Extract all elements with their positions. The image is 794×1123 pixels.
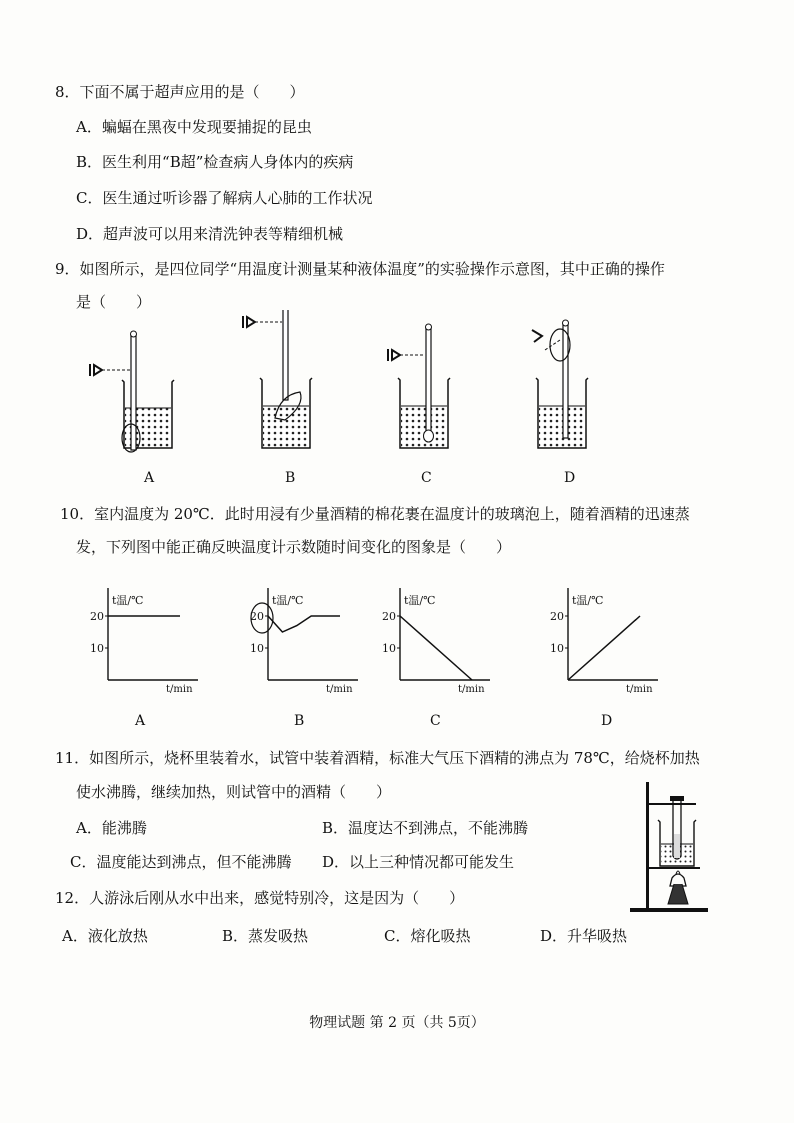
q9-figure-b — [243, 310, 312, 448]
q11-stem-line2: 使水沸腾，继续加热，则试管中的酒精（ ） — [76, 783, 392, 801]
graph-d-tick-10: 10 — [550, 642, 564, 655]
graph-c-xlabel: t/min — [458, 684, 485, 695]
q8-stem: 8．下面不属于超声应用的是（ ） — [55, 83, 305, 101]
graph-d-ylabel: t温/℃ — [572, 594, 604, 607]
graph-b-ylabel: t温/℃ — [272, 594, 304, 607]
q10-label-b: B — [294, 713, 305, 729]
q8-option-a: A．蝙蝠在黑夜中发现要捕捉的昆虫 — [76, 118, 312, 136]
q9-figure-d — [532, 320, 588, 448]
graph-c-tick-20: 20 — [382, 610, 396, 623]
q10-label-c: C — [430, 713, 441, 729]
graph-b-xlabel: t/min — [326, 684, 353, 695]
q11-apparatus — [628, 774, 712, 914]
q11-stem-line1: 11．如图所示，烧杯里装着水，试管中装着酒精，标准大气压下酒精的沸点为 78℃，给烧杯加热 — [55, 749, 700, 767]
q8-option-d: D．超声波可以用来清洗钟表等精细机械 — [76, 225, 344, 243]
graph-a-xlabel: t/min — [166, 684, 193, 695]
q10-stem-line2: 发，下列图中能正确反映温度计示数随时间变化的图象是（ ） — [76, 538, 512, 556]
q12-option-c: C．熔化吸热 — [384, 927, 471, 945]
page-footer: 物理试题 第 2 页（共 5页） — [309, 1015, 485, 1031]
graph-b-line — [268, 616, 340, 632]
q11-option-b: B．温度达不到沸点，不能沸腾 — [322, 819, 529, 837]
q12-option-d: D．升华吸热 — [540, 927, 628, 945]
graph-b-tick-10: 10 — [250, 642, 264, 655]
graph-a-ylabel: t温/℃ — [112, 594, 144, 607]
graph-a-tick-10: 10 — [90, 642, 104, 655]
q12-option-a: A．液化放热 — [62, 927, 148, 945]
q10-label-a: A — [135, 713, 146, 729]
q12-option-b: B．蒸发吸热 — [222, 927, 309, 945]
q9-figure-c — [388, 324, 450, 448]
q8-option-b: B．医生利用“B超”检查病人身体内的疾病 — [76, 153, 354, 171]
q9-label-d: D — [564, 470, 576, 486]
q10-label-d: D — [601, 713, 613, 729]
q11-option-c: C．温度能达到沸点，但不能沸腾 — [70, 853, 292, 871]
graph-d-tick-20: 20 — [550, 610, 564, 623]
q9-label-a: A — [144, 470, 155, 486]
q9-figure-a — [90, 331, 174, 452]
q8-option-c: C．医生通过听诊器了解病人心肺的工作状况 — [76, 189, 373, 207]
q11-option-d: D．以上三种情况都可能发生 — [322, 853, 515, 871]
graph-a-tick-20: 20 — [90, 610, 104, 623]
q9-label-b: B — [285, 470, 296, 486]
graph-c-line — [400, 616, 472, 680]
graph-b-tick-20: 20 — [250, 610, 264, 623]
q11-option-a: A．能沸腾 — [76, 819, 147, 837]
graph-c-ylabel: t温/℃ — [404, 594, 436, 607]
q10-stem-line1: 10．室内温度为 20℃．此时用浸有少量酒精的棉花裹在温度计的玻璃泡上，随着酒精的迅速蒸 — [60, 505, 690, 523]
q9-stem-line1: 9．如图所示，是四位同学“用温度计测量某种液体温度”的实验操作示意图，其中正确的操作 — [55, 260, 665, 278]
q9-label-c: C — [421, 470, 432, 486]
graph-d-line — [568, 616, 640, 680]
q9-thermometer-figures — [80, 310, 600, 460]
graph-c-tick-10: 10 — [382, 642, 396, 655]
graph-d-xlabel: t/min — [626, 684, 653, 695]
q12-stem: 12．人游泳后刚从水中出来，感觉特别冷，这是因为（ ） — [55, 889, 465, 907]
q10-graphs — [80, 570, 680, 700]
q9-stem-line2: 是（ ） — [76, 293, 152, 311]
